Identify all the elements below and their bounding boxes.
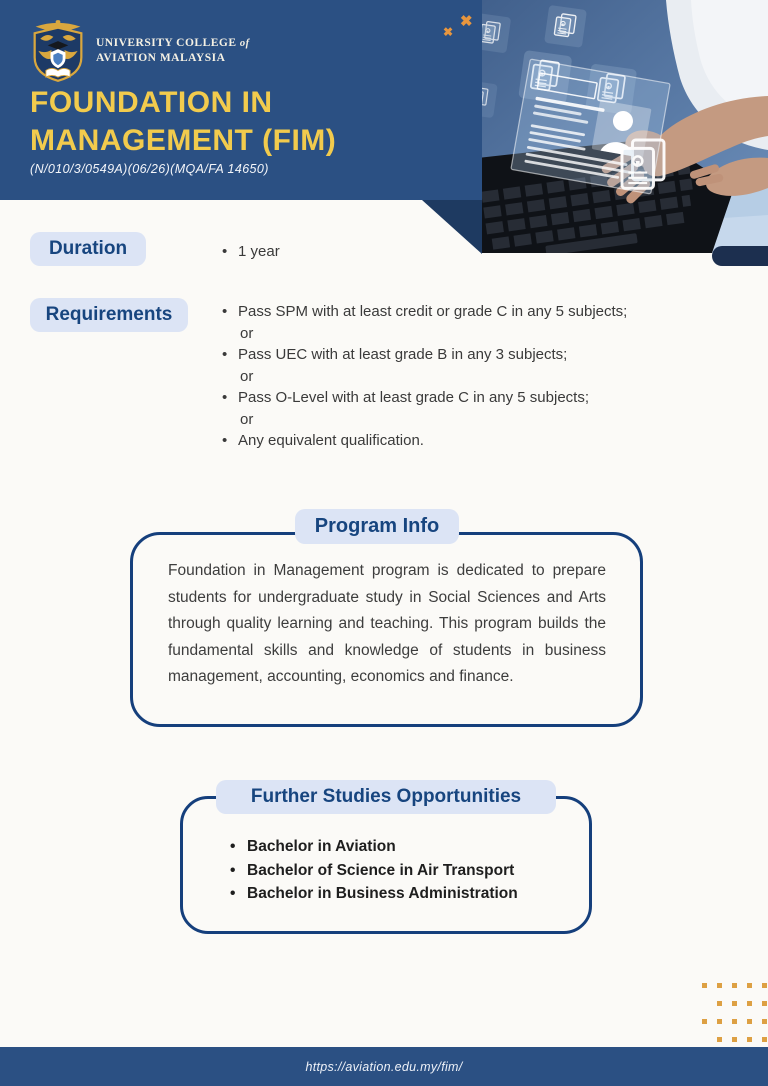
title-line1: FOUNDATION IN [30, 86, 273, 119]
x-mark-icon: ✖ [443, 25, 454, 39]
list-item [222, 301, 692, 344]
program-info-heading: Program Info [295, 509, 459, 544]
bullet-icon: • [222, 346, 228, 363]
university-crest-icon [30, 18, 86, 82]
requirement-text: Pass UEC with at least grade B in any 3 subjects; [238, 346, 568, 363]
further-study-item: Bachelor in Aviation [247, 838, 396, 855]
bullet-icon: • [222, 432, 228, 449]
bullet-icon: • [222, 389, 228, 406]
duration-heading: Duration [30, 232, 146, 266]
list-item [222, 430, 692, 452]
footer-bar [0, 1047, 768, 1086]
requirement-text: Pass SPM with at least credit or grade C in any 5 subjects; [238, 303, 628, 320]
further-studies-list [230, 835, 570, 906]
requirement-connector: or [240, 367, 254, 385]
further-study-item: Bachelor of Science in Air Transport [247, 861, 515, 879]
list-item [230, 859, 570, 883]
duration-list [222, 242, 522, 261]
bullet-icon: • [230, 861, 236, 879]
bullet-icon: • [222, 243, 228, 260]
university-name [96, 36, 250, 65]
bullet-icon: • [222, 303, 228, 320]
accreditation-code: (N/010/3/0549A)(06/26)(MQA/FA 14650) [30, 162, 269, 176]
program-info-body: Foundation in Management program is dedicated to prepare students for undergraduate study in Social Sciences and Arts through quality learning and teaching. This program builds the fundamental skills and knowledge of students in business management, accounting, economics and finance. [168, 562, 606, 685]
bullet-icon: • [230, 885, 236, 902]
requirement-text: Pass O-Level with at least grade C in any 5 subjects; [238, 389, 590, 406]
x-marks-decoration [438, 8, 482, 48]
list-item [230, 882, 570, 906]
further-study-item: Bachelor in Business Administration [247, 885, 518, 902]
page-title [30, 84, 470, 160]
requirement-text: Any equivalent qualification. [238, 432, 424, 449]
footer-url: https://aviation.edu.my/fim/ [305, 1059, 463, 1074]
logo-line1-suffix: of [239, 37, 250, 49]
title-line2: MANAGEMENT (FIM) [30, 124, 337, 157]
list-item [222, 242, 522, 261]
dots-pattern-decoration [702, 983, 768, 1043]
list-item [222, 387, 692, 430]
requirements-heading: Requirements [30, 298, 188, 332]
university-logo [30, 18, 250, 82]
x-mark-icon: ✖ [460, 13, 473, 30]
requirement-connector: or [240, 324, 254, 342]
logo-line1: UNIVERSITY COLLEGE [96, 36, 237, 49]
bullet-icon: • [230, 838, 236, 855]
list-item [222, 344, 692, 387]
document-lock-icon [622, 140, 664, 188]
requirement-connector: or [240, 410, 254, 428]
hero-photo [482, 0, 768, 253]
further-studies-heading: Further Studies Opportunities [216, 780, 556, 814]
list-item [230, 835, 570, 859]
requirements-list [222, 301, 692, 452]
side-accent-tab [712, 246, 768, 266]
header-banner [0, 0, 482, 200]
hero-photo-illustration [482, 0, 768, 253]
logo-line2: AVIATION MALAYSIA [96, 51, 226, 64]
duration-value: 1 year [238, 243, 280, 260]
